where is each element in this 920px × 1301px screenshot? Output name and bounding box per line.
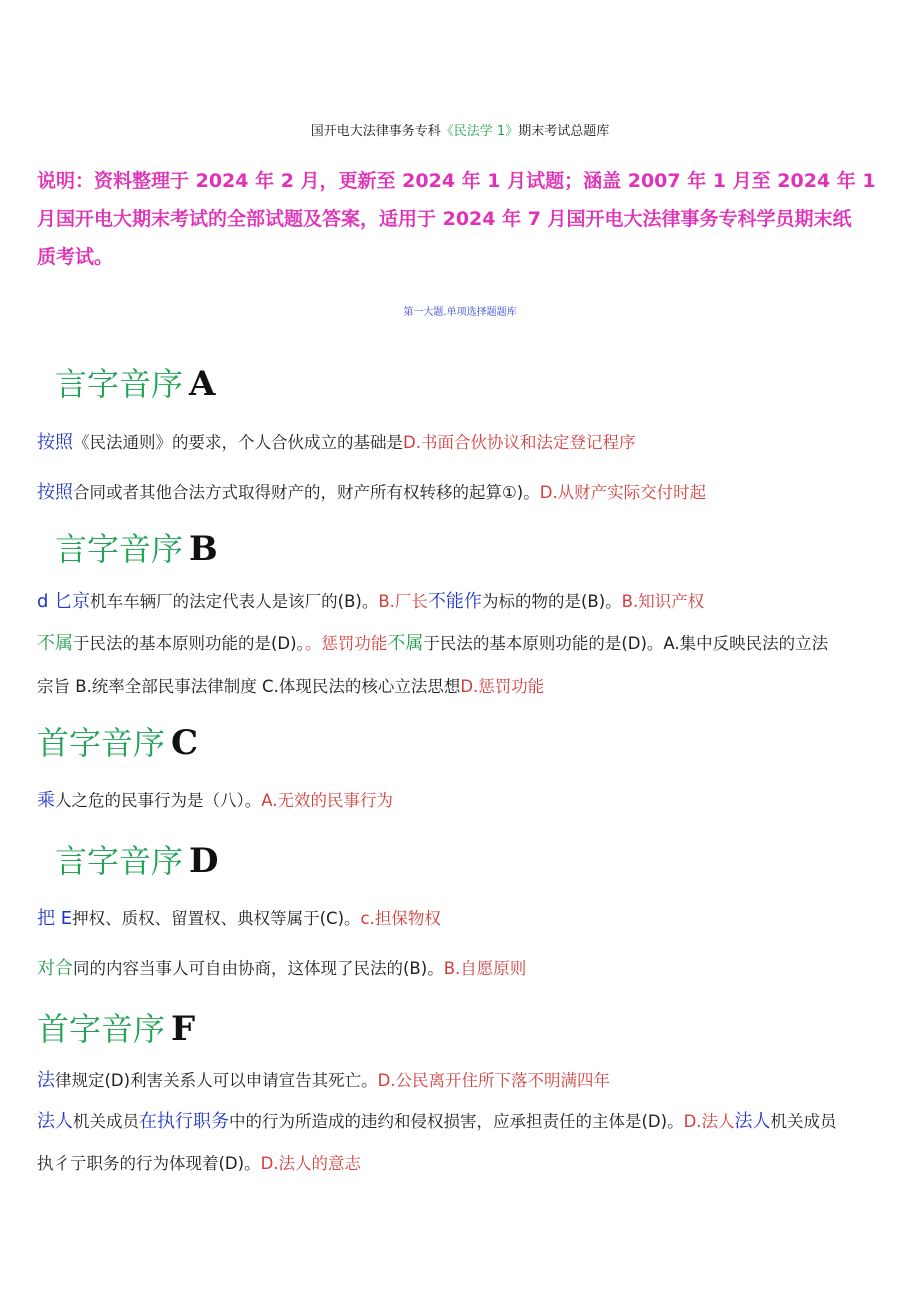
question-item: [37, 1069, 610, 1093]
question-item: [37, 1152, 361, 1176]
group-header-f: [37, 1007, 195, 1051]
question-text: 于民法的基本原则功能的是(D)。: [73, 634, 305, 653]
question-lead: 按照: [37, 482, 73, 503]
question-text: 人之危的民事行为是（八）。: [55, 791, 262, 810]
question-answer: D.惩罚功能: [460, 677, 545, 696]
question-answer: D.从财产实际交付时起: [539, 483, 707, 502]
group-header-letter: B: [189, 529, 218, 569]
question-answer: D.书面合伙协议和法定登记程序: [403, 433, 636, 452]
question-answer: D.公民离开住所下落不明满四年: [377, 1071, 611, 1090]
question-lead: 不属: [387, 633, 424, 654]
question-item: [37, 957, 526, 981]
question-lead: 法: [37, 1070, 55, 1091]
question-text: 律规定(D)利害关系人可以申请宣告其死亡。: [55, 1071, 378, 1090]
section-title: 第一大题.单项选择题题库: [403, 307, 517, 318]
question-text: 《民法通则》的要求，个人合伙成立的基础是: [73, 433, 403, 452]
question-lead: 在执行职务: [139, 1111, 229, 1132]
question-item: [37, 481, 706, 505]
question-text: 中的行为所造成的违约和侵权损害，应承担责任的主体是(D)。: [229, 1112, 684, 1131]
group-header-letter: D: [189, 841, 219, 881]
question-text: 机车车辆厂的法定代表人是该厂的(B)。: [90, 592, 379, 611]
question-item: [37, 675, 544, 699]
question-answer: 。惩罚功能: [304, 634, 388, 653]
title-suffix: 期末考试总题库: [518, 124, 610, 139]
title-prefix: 国开电大法律事务专科: [310, 124, 441, 139]
question-answer: B.厂长: [378, 592, 428, 611]
group-header-c: [37, 721, 198, 765]
document-title: [0, 110, 920, 154]
group-header-label: 首字音序: [37, 1010, 166, 1048]
question-answer: D.法人: [683, 1112, 735, 1131]
group-header-letter: C: [171, 723, 199, 763]
question-item: [37, 590, 704, 614]
question-lead: 对合: [37, 958, 73, 979]
question-item: [37, 632, 828, 656]
question-item: [37, 431, 635, 455]
group-header-label: 首字音序: [37, 724, 166, 762]
group-header-d: [55, 839, 219, 883]
group-header-label: 言字音序: [55, 842, 184, 880]
question-lead: 按照: [37, 432, 73, 453]
description-note: [37, 162, 887, 276]
note-line-1: 说明：资料整理于 2024 年 2 月，更新至 2024 年 1 月试题；涵盖 2007 年 1 月至 2024 年 1: [37, 170, 876, 192]
question-answer: B.知识产权: [621, 592, 705, 611]
question-item: [37, 789, 393, 813]
question-text: 宗旨 B.统率全部民事法律制度 C.体现民法的核心立法思想: [37, 677, 461, 696]
question-text: 为标的物的是(B)。: [481, 592, 622, 611]
question-answer: c.担保物权: [360, 909, 441, 928]
question-text: 机关成员: [770, 1112, 837, 1131]
group-header-label: 言字音序: [55, 530, 184, 568]
question-lead: 法人: [37, 1111, 73, 1132]
question-lead: 法人: [734, 1111, 771, 1132]
question-answer: D.法人的意志: [260, 1154, 362, 1173]
question-item: [37, 1110, 837, 1134]
question-item: [37, 907, 441, 931]
question-answer: A.无效的民事行为: [261, 791, 393, 810]
group-header-letter: F: [171, 1009, 196, 1049]
note-line-2: 月国开电大期末考试的全部试题及答案，适用于 2024 年 7 月国开电大法律事务专科学员期末纸: [37, 208, 852, 230]
question-lead: d 匕京: [37, 591, 91, 612]
question-lead: 不能作: [427, 591, 482, 612]
question-lead: 把 E: [37, 908, 73, 929]
question-text: 同的内容当事人可自由协商，这体现了民法的(B)。: [73, 959, 444, 978]
group-header-a: [55, 362, 215, 406]
question-answer: B.自愿原则: [443, 959, 527, 978]
question-text: 合同或者其他合法方式取得财产的，财产所有权转移的起算①)。: [73, 483, 540, 502]
question-text: 机关成员: [73, 1112, 139, 1131]
question-lead: 不属: [37, 633, 73, 654]
group-header-label: 言字音序: [55, 365, 184, 403]
note-line-3: 质考试。: [37, 246, 114, 268]
group-header-letter: A: [189, 364, 216, 404]
group-header-b: [55, 527, 218, 571]
question-text: 执彳亍职务的行为体现着(D)。: [37, 1154, 261, 1173]
question-text: 押权、质权、留置权、典权等属于(C)。: [72, 909, 361, 928]
question-text: 于民法的基本原则功能的是(D)。A.集中反映民法的立法: [423, 634, 829, 653]
question-lead: 乘: [37, 790, 55, 811]
title-book-name: 《民法学 1》: [440, 124, 519, 139]
